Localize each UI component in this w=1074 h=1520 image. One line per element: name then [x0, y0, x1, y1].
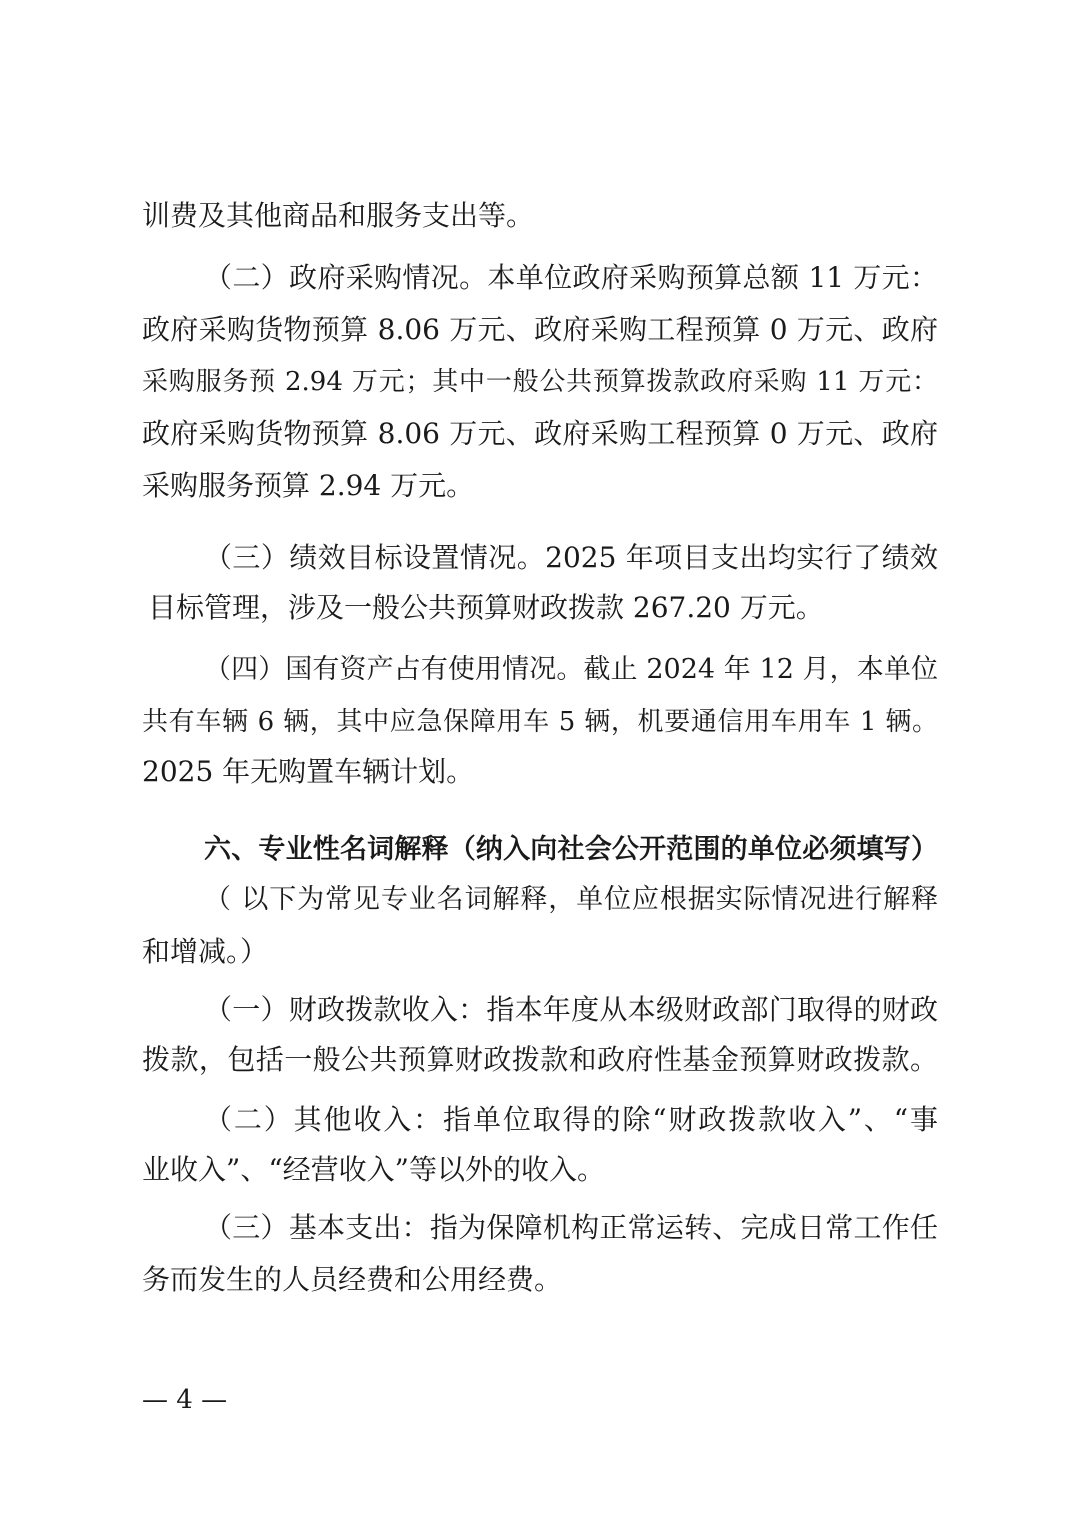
text-line: （三）绩效目标设置情况。2025 年项目支出均实行了绩效 [204, 541, 938, 574]
text-line: （一）财政拨款收入：指本年度从本级财政部门取得的财政 [204, 993, 938, 1026]
text-line: 政府采购货物预算 8.06 万元、政府采购工程预算 0 万元、政府 [142, 417, 938, 450]
text-line: （四）国有资产占有使用情况。截止 2024 年 12 月，本单位 [204, 654, 938, 685]
text-line: 训费及其他商品和服务支出等。 [142, 199, 535, 232]
text-line: （二）其他收入：指单位取得的除“财政拨款收入”、“事 [204, 1103, 938, 1136]
text-line: （ 以下为常见专业名词解释，单位应根据实际情况进行解释 [204, 884, 938, 915]
text-line: 共有车辆 6 辆，其中应急保障用车 5 辆，机要通信用车用车 1 辆。 [142, 707, 938, 737]
text-line: 拨款，包括一般公共预算财政拨款和政府性基金预算财政拨款。 [142, 1043, 938, 1076]
text-line: 目标管理，涉及一般公共预算财政拨款 267.20 万元。 [148, 591, 824, 624]
text-line: 和增减。） [142, 935, 269, 968]
page-number: — 4 — [142, 1385, 228, 1415]
text-line: （三）基本支出：指为保障机构正常运转、完成日常工作任 [204, 1211, 938, 1244]
text-line: 采购服务预 2.94 万元；其中一般公共预算拨款政府采购 11 万元： [142, 367, 938, 397]
text-line: 2025 年无购置车辆计划。 [142, 755, 475, 788]
text-line: 务而发生的人员经费和公用经费。 [142, 1263, 563, 1296]
text-line: 政府采购货物预算 8.06 万元、政府采购工程预算 0 万元、政府 [142, 313, 938, 346]
section-heading: 六、专业性名词解释（纳入向社会公开范围的单位必须填写） [204, 834, 938, 865]
text-line: 采购服务预算 2.94 万元。 [142, 469, 475, 502]
text-line: 业收入”、“经营收入”等以外的收入。 [142, 1153, 605, 1186]
text-line: （二）政府采购情况。本单位政府采购预算总额 11 万元： [204, 261, 938, 294]
